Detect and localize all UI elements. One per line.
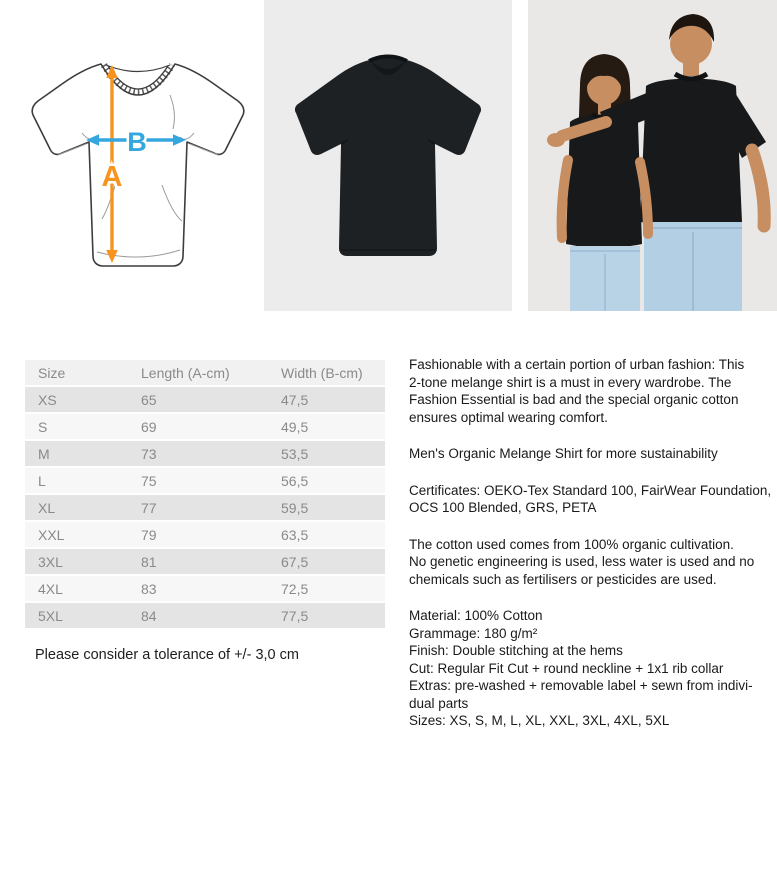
- tolerance-note: Please consider a tolerance of +/- 3,0 cm: [35, 647, 299, 663]
- description-paragraph-sustainability: Men's Organic Melange Shirt for more sustainability: [409, 446, 718, 461]
- male-hand: [547, 133, 565, 147]
- table-row: S 69 49,5: [25, 414, 385, 439]
- table-row: XS 65 47,5: [25, 387, 385, 412]
- size-diagram-image: [8, 0, 256, 311]
- product-description: [409, 356, 771, 749]
- collar-back-edge: [106, 65, 170, 72]
- label-b: B: [127, 127, 147, 157]
- col-header-length: Length (A-cm): [141, 364, 230, 381]
- table-row: 3XL 81 67,5: [25, 549, 385, 574]
- tshirt-measure-sketch: [8, 0, 256, 311]
- description-paragraph-certificates: Certificates: OEKO-Tex Standard 100, FairWear Foundation, OCS 100 Blended, GRS, PETA: [409, 482, 772, 515]
- size-chart-header-row: [25, 360, 385, 385]
- description-paragraph-cotton: The cotton used comes from 100% organic cultivation. No genetic engineering is used, less water is used and no chemicals such as fertilisers or pesticides are used.: [409, 536, 755, 587]
- table-row: 5XL 84 77,5: [25, 603, 385, 628]
- description-paragraph-specs: Material: 100% Cotton Grammage: 180 g/m² Finish: Double stitching at the hems Cut: Regular Fit Cut + round neckline + 1x1 rib collar Extras: pre-washed + removable label + sewn from indivi- dual parts Sizes: XS, S, M, L, XL, XXL, 3XL, 4XL, 5XL: [409, 608, 753, 728]
- col-header-width: Width (B-cm): [281, 364, 363, 381]
- table-row: XXL 79 63,5: [25, 522, 385, 547]
- models-photo-illustration: [528, 0, 777, 311]
- product-photo-flatlay: [264, 0, 512, 311]
- size-chart: [25, 358, 385, 630]
- size-chart-table: [25, 358, 385, 630]
- col-header-size: Size: [38, 364, 66, 381]
- black-tshirt-flatlay: [264, 0, 512, 311]
- table-row: XL 77 59,5: [25, 495, 385, 520]
- table-row: L 75 56,5: [25, 468, 385, 493]
- label-a: A: [101, 161, 123, 193]
- description-paragraph-intro: Fashionable with a certain portion of urban fashion: This 2-tone melange shirt is a must in every wardrobe. The Fashion Essential is bad and the special organic cotton ensures optimal wearing comfort.: [409, 357, 745, 425]
- table-row: 4XL 83 72,5: [25, 576, 385, 601]
- product-photo-models: [528, 0, 777, 311]
- table-row: M 73 53,5: [25, 441, 385, 466]
